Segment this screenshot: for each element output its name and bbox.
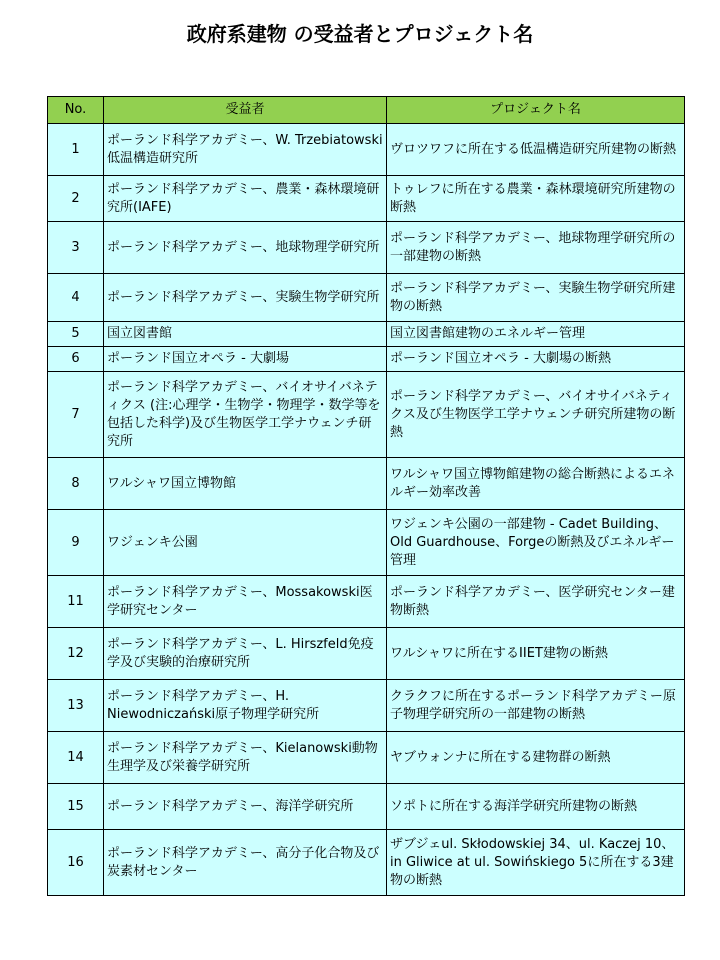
row-no: 14 (48, 732, 104, 784)
beneficiary-table (47, 96, 685, 896)
row-beneficiary: ワルシャワ国立博物館 (104, 458, 387, 510)
row-beneficiary: ポーランド国立オペラ - 大劇場 (104, 347, 387, 372)
row-beneficiary: ポーランド科学アカデミー、地球物理学研究所 (104, 222, 387, 274)
row-project: 国立図書館建物のエネルギー管理 (387, 322, 685, 347)
table-row (48, 124, 685, 176)
row-project: トゥレフに所在する農業・森林環境研究所建物の断熱 (387, 176, 685, 222)
row-no: 13 (48, 680, 104, 732)
row-no: 6 (48, 347, 104, 372)
row-no: 16 (48, 830, 104, 896)
row-beneficiary: ポーランド科学アカデミー、Mossakowski医学研究センター (104, 576, 387, 628)
row-project: ソポトに所在する海洋学研究所建物の断熱 (387, 784, 685, 830)
row-project: ポーランド科学アカデミー、バイオサイバネティクス及び生物医学工学ナウェンチ研究所建物の断熱 (387, 372, 685, 458)
table-row (48, 830, 685, 896)
table-row (48, 458, 685, 510)
row-no: 15 (48, 784, 104, 830)
header-no: No. (48, 97, 104, 124)
page-title: 政府系建物 の受益者とプロジェクト名 (186, 22, 534, 46)
row-no: 2 (48, 176, 104, 222)
table-row (48, 176, 685, 222)
row-beneficiary: ポーランド科学アカデミー、実験生物学研究所 (104, 274, 387, 322)
row-project: ザブジェul. Skłodowskiej 34、ul. Kaczej 10、in Gliwice at ul. Sowińskiego 5に所在する3建物の断熱 (387, 830, 685, 896)
row-project: ヤブウォンナに所在する建物群の断熱 (387, 732, 685, 784)
header-project: プロジェクト名 (387, 97, 685, 124)
row-beneficiary: ポーランド科学アカデミー、高分子化合物及び炭素材センター (104, 830, 387, 896)
row-no: 1 (48, 124, 104, 176)
row-beneficiary: 国立図書館 (104, 322, 387, 347)
row-project: ワジェンキ公園の一部建物 - Cadet Building、Old Guardhouse、Forgeの断熱及びエネルギー管理 (387, 510, 685, 576)
table-row (48, 372, 685, 458)
row-no: 5 (48, 322, 104, 347)
row-beneficiary: ポーランド科学アカデミー、W. Trzebiatowski低温構造研究所 (104, 124, 387, 176)
row-beneficiary: ポーランド科学アカデミー、H. Niewodniczański原子物理学研究所 (104, 680, 387, 732)
row-project: ワルシャワ国立博物館建物の総合断熱によるエネルギー効率改善 (387, 458, 685, 510)
table-row (48, 680, 685, 732)
table-row (48, 576, 685, 628)
row-beneficiary: ポーランド科学アカデミー、農業・森林環境研究所(IAFE) (104, 176, 387, 222)
row-project: ワルシャワに所在するIIET建物の断熱 (387, 628, 685, 680)
row-beneficiary: ワジェンキ公園 (104, 510, 387, 576)
table-header-row (48, 97, 685, 124)
row-beneficiary: ポーランド科学アカデミー、Kielanowski動物生理学及び栄養学研究所 (104, 732, 387, 784)
row-no: 9 (48, 510, 104, 576)
row-no: 8 (48, 458, 104, 510)
table-row (48, 732, 685, 784)
row-project: クラクフに所在するポーランド科学アカデミー原子物理学研究所の一部建物の断熱 (387, 680, 685, 732)
table-row (48, 222, 685, 274)
table-row (48, 274, 685, 322)
row-no: 11 (48, 576, 104, 628)
row-beneficiary: ポーランド科学アカデミー、L. Hirszfeld免疫学及び実験的治療研究所 (104, 628, 387, 680)
header-beneficiary: 受益者 (104, 97, 387, 124)
table-row (48, 628, 685, 680)
row-no: 3 (48, 222, 104, 274)
row-project: ポーランド科学アカデミー、地球物理学研究所の一部建物の断熱 (387, 222, 685, 274)
row-beneficiary: ポーランド科学アカデミー、バイオサイバネティクス (注:心理学・生物学・物理学・数学等を包括した科学)及び生物医学工学ナウェンチ研究所 (104, 372, 387, 458)
row-beneficiary: ポーランド科学アカデミー、海洋学研究所 (104, 784, 387, 830)
row-project: ポーランド国立オペラ - 大劇場の断熱 (387, 347, 685, 372)
row-project: ポーランド科学アカデミー、医学研究センター建物断熱 (387, 576, 685, 628)
table-row (48, 510, 685, 576)
row-project: ポーランド科学アカデミー、実験生物学研究所建物の断熱 (387, 274, 685, 322)
row-no: 7 (48, 372, 104, 458)
row-no: 4 (48, 274, 104, 322)
row-no: 12 (48, 628, 104, 680)
table-row (48, 322, 685, 347)
table-row (48, 784, 685, 830)
table-row (48, 347, 685, 372)
row-project: ヴロツワフに所在する低温構造研究所建物の断熱 (387, 124, 685, 176)
